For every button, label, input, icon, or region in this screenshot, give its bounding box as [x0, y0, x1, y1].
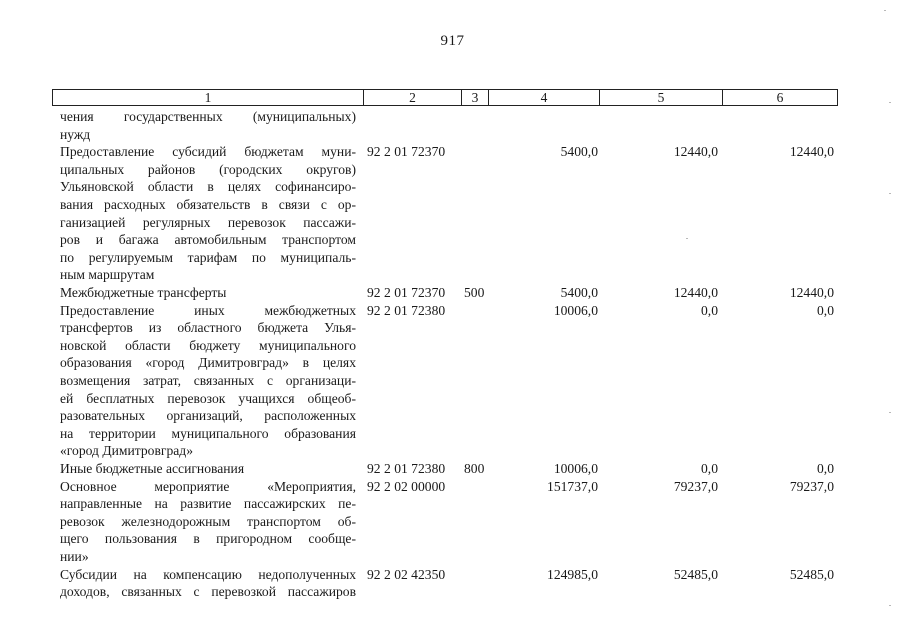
row-code: 92 2 01 72370	[367, 285, 446, 300]
row-expense-type: 800	[464, 461, 485, 476]
description-line: разовательных организаций, расположенных	[60, 408, 356, 424]
description-line: доходов, связанных с перевозкой пассажиров	[60, 584, 356, 600]
header-col-5: 5	[600, 90, 723, 105]
description-line: Предоставление субсидий бюджетам муни-	[60, 144, 356, 160]
scan-speck	[889, 193, 891, 194]
header-col-6: 6	[776, 90, 784, 105]
description-line: образования «город Димитровград» в целях	[60, 355, 356, 371]
table-row	[0, 143, 905, 284]
row-code: 92 2 01 72380	[367, 461, 446, 476]
row-code: 92 2 02 42350	[367, 566, 446, 582]
description-line: ганизацией регулярных перевозок пассажи-	[60, 214, 356, 230]
row-expense-type: 500	[464, 285, 485, 300]
row-value-col5: 12440,0	[673, 144, 718, 160]
description-line: Межбюджетные трансферты	[60, 285, 227, 300]
table-row	[0, 566, 905, 601]
row-value-col4: 10006,0	[553, 302, 598, 318]
header-col-1: 1	[53, 90, 364, 105]
row-value-col6: 12440,0	[789, 144, 834, 160]
row-value-col4: 151737,0	[547, 478, 598, 494]
description-line: трансфертов из областного бюджета Улья-	[60, 320, 356, 336]
scan-speck	[686, 238, 688, 239]
row-description	[60, 566, 356, 601]
description-line: ей бесплатных перевозок учащихся общеоб-	[60, 390, 356, 406]
description-line: Субсидии на компенсацию недополученных	[60, 566, 356, 582]
page-number: 917	[440, 33, 465, 49]
table-row	[0, 478, 905, 566]
row-value-col6: 12440,0	[789, 285, 834, 300]
table-row	[0, 284, 905, 302]
description-line: Иные бюджетные ассигнования	[60, 461, 245, 476]
description-line: Ульяновской области в целях софинансиро-	[60, 179, 356, 195]
description-line: чения государственных (муниципальных)	[60, 109, 356, 124]
row-description	[60, 284, 356, 302]
row-value-col4: 124985,0	[547, 566, 598, 582]
description-line: ревозок железнодорожным транспортом об-	[60, 513, 356, 529]
header-col-3: 3	[462, 90, 489, 105]
scan-speck	[884, 10, 886, 11]
row-value-col6: 52485,0	[789, 566, 834, 582]
row-value-col6: 0,0	[817, 302, 834, 318]
table-row	[0, 108, 905, 143]
description-line: нужд	[60, 126, 91, 142]
description-line: направленные на развитие пассажирских пе-	[60, 496, 356, 512]
row-value-col4: 5400,0	[560, 285, 598, 300]
description-line: возмещения затрат, связанных с организаци-	[60, 372, 356, 388]
table-row	[0, 302, 905, 460]
description-line: ров и багажа автомобильным транспортом	[60, 232, 356, 248]
description-line: по регулируемым тарифам по муниципаль-	[60, 249, 356, 265]
row-value-col5: 0,0	[701, 302, 718, 318]
row-value-col6: 0,0	[817, 461, 834, 476]
description-line: «город Димитровград»	[60, 443, 194, 459]
description-line: нии»	[60, 548, 89, 564]
row-description	[60, 108, 356, 143]
row-description	[60, 302, 356, 460]
header-col-2: 2	[364, 90, 462, 105]
scan-speck	[889, 102, 891, 103]
description-line: Предоставление иных межбюджетных	[60, 302, 356, 318]
row-code: 92 2 01 72380	[367, 302, 446, 318]
description-line: вания расходных обязательств в связи с ор-	[60, 196, 356, 212]
row-description	[60, 478, 356, 566]
header-col-4: 4	[489, 90, 600, 105]
description-line: на территории муниципального образования	[60, 425, 356, 441]
description-line: ципальных районов (городских округов)	[60, 161, 356, 177]
row-description	[60, 460, 356, 478]
table-row	[0, 460, 905, 478]
table-header-row	[52, 89, 838, 106]
scan-speck	[889, 412, 891, 413]
row-value-col5: 79237,0	[673, 478, 718, 494]
scan-speck	[889, 605, 891, 606]
row-value-col5: 0,0	[701, 461, 718, 476]
row-code: 92 2 01 72370	[367, 144, 446, 160]
description-line: ным маршрутам	[60, 267, 155, 283]
row-value-col4: 10006,0	[553, 461, 598, 476]
row-description	[60, 143, 356, 284]
row-value-col5: 52485,0	[673, 566, 718, 582]
row-value-col5: 12440,0	[673, 285, 718, 300]
row-value-col6: 79237,0	[789, 478, 834, 494]
description-line: щего пользования в пригородном сообще-	[60, 531, 356, 547]
description-line: Основное мероприятие «Мероприятия,	[60, 478, 356, 494]
row-value-col4: 5400,0	[560, 144, 598, 160]
row-code: 92 2 02 00000	[367, 478, 446, 494]
description-line: новской области бюджету муниципального	[60, 337, 356, 353]
